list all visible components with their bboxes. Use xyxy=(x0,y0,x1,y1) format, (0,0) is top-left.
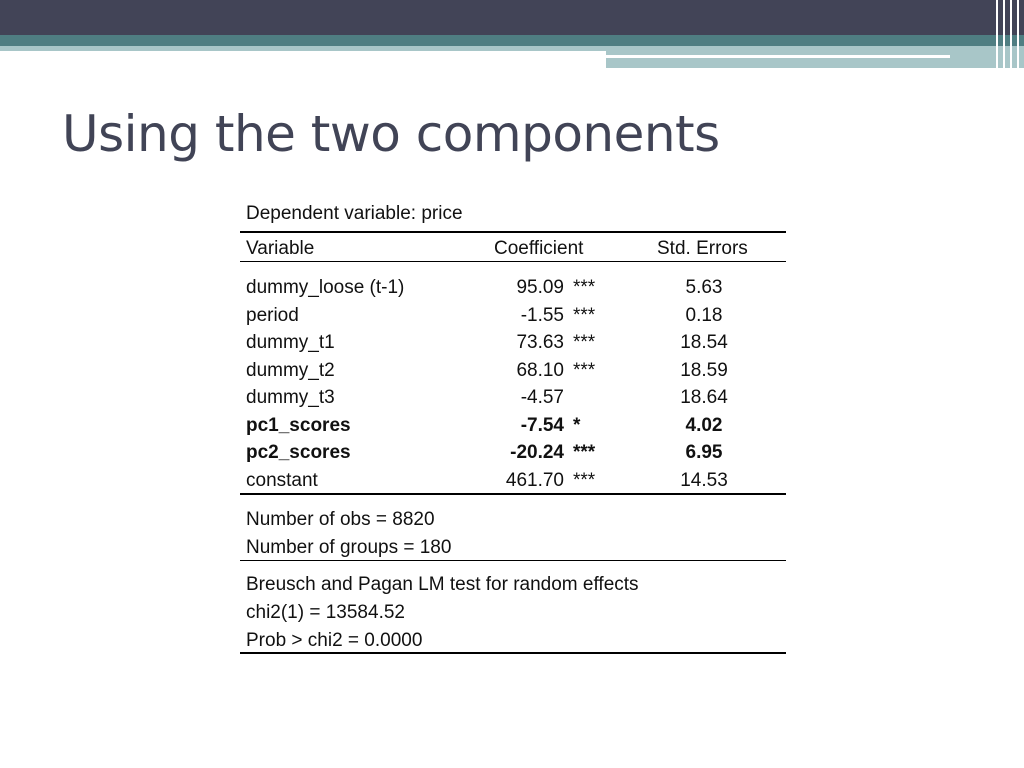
header-stripe xyxy=(996,0,998,68)
table-rule xyxy=(240,560,786,561)
row-coefficient: -1.55 xyxy=(520,305,564,326)
row-variable: constant xyxy=(246,470,318,491)
row-std-error: 18.64 xyxy=(680,387,728,408)
row-coefficient: 73.63 xyxy=(516,332,564,353)
row-significance: * xyxy=(573,415,581,436)
row-coefficient: -7.54 xyxy=(520,415,564,436)
test-chi2: chi2(1) = 13584.52 xyxy=(246,602,405,623)
table-caption: Dependent variable: price xyxy=(246,203,463,224)
header-banner-light xyxy=(0,46,606,51)
test-prob: Prob > chi2 = 0.0000 xyxy=(246,630,423,651)
header-std-errors: Std. Errors xyxy=(657,238,748,259)
header-coefficient: Coefficient xyxy=(494,238,584,259)
row-coefficient: -20.24 xyxy=(510,442,564,463)
table-rule xyxy=(240,231,786,233)
row-significance: *** xyxy=(573,305,596,326)
row-std-error: 18.54 xyxy=(680,332,728,353)
header-stripe xyxy=(1010,0,1012,68)
row-coefficient: 461.70 xyxy=(505,470,564,491)
row-significance: *** xyxy=(573,360,596,381)
row-significance: *** xyxy=(573,277,596,298)
row-std-error: 18.59 xyxy=(680,360,728,381)
row-std-error: 4.02 xyxy=(685,415,723,436)
header-banner-line xyxy=(606,55,950,58)
row-variable: dummy_t3 xyxy=(246,387,335,408)
row-std-error: 0.18 xyxy=(685,305,723,326)
row-variable: pc2_scores xyxy=(246,442,351,463)
header-banner-teal xyxy=(0,35,1024,46)
header-stripe xyxy=(1017,0,1019,68)
row-significance: *** xyxy=(573,442,596,463)
row-std-error: 14.53 xyxy=(680,470,728,491)
row-coefficient: -4.57 xyxy=(520,387,564,408)
row-variable: dummy_t2 xyxy=(246,360,335,381)
table-rule xyxy=(240,261,786,262)
header-variable: Variable xyxy=(246,238,315,259)
stat-num-groups: Number of groups = 180 xyxy=(246,537,452,558)
test-title: Breusch and Pagan LM test for random effects xyxy=(246,574,639,595)
row-std-error: 6.95 xyxy=(685,442,723,463)
stat-num-obs: Number of obs = 8820 xyxy=(246,509,435,530)
row-variable: period xyxy=(246,305,299,326)
slide-title: Using the two components xyxy=(62,105,720,163)
row-variable: dummy_t1 xyxy=(246,332,335,353)
table-rule xyxy=(240,652,786,654)
row-significance: *** xyxy=(573,470,596,491)
row-std-error: 5.63 xyxy=(685,277,723,298)
row-coefficient: 95.09 xyxy=(516,277,564,298)
row-significance: *** xyxy=(573,332,596,353)
header-stripe xyxy=(1003,0,1005,68)
row-variable: dummy_loose (t-1) xyxy=(246,277,405,298)
row-variable: pc1_scores xyxy=(246,415,351,436)
table-rule xyxy=(240,493,786,495)
row-coefficient: 68.10 xyxy=(516,360,564,381)
header-banner-dark xyxy=(0,0,1024,35)
